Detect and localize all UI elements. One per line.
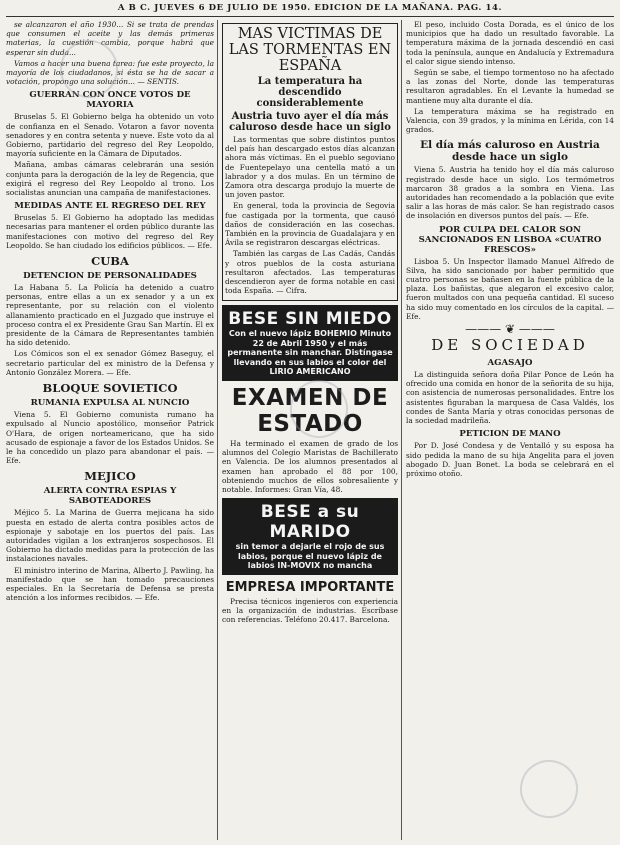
article-text: Viena 5. Austria ha tenido hoy el día más caluroso registrado desde hace un siglo. Los termómetros marcaron 38 grados a la sombra en Viena. Las autoridades han recomendado a la población que evite salir a las horas de más calor. Se han registrado casos de insolación en diversos puntos del país. — Efe. bbox=[406, 165, 614, 221]
article-text: Mañana, ambas cámaras celebrarán una sesión conjunta para la derogación de la ley de Regencia, que exigirá el regreso del Rey Leopoldo al trono. Los socialistas anuncian una campaña de manifestaciones. bbox=[6, 160, 214, 198]
article-text: Bruselas 5. El Gobierno belga ha obtenido un voto de confianza en el Senado. Votaron a favor noventa senadores y en contra setenta y nueve. Este voto da al Gobierno, partidario del regreso del Rey Leopoldo, mayoría suficiente en la Cámara de Diputados. bbox=[6, 112, 214, 159]
article-text: La distinguida señora doña Pilar Ponce de León ha ofrecido una comida en honor de la señorita de su hija, con asistencia de numerosas personalidades. Entre los asistentes figuraban la marquesa de Casa Valdés, los condes de Santa María y otras conocidas personas de la sociedad madrileña. bbox=[406, 370, 614, 426]
article-text: Vamos a hacer una buena tarea: fue este proyecto, la mayoría de los ciudadanos, si ésta se ha de sacar a votación, propongo una solución... — SENTIS. bbox=[6, 58, 214, 87]
ornament-divider-icon: ——— ❦ ——— bbox=[465, 322, 555, 337]
article-text: se alcanzaron el año 1930... Si se trata de prendas que consumen el aceite y las demás primeras materias, la cuestión cambia, porque habrá que esperar sin duda... bbox=[6, 20, 214, 57]
article-text: Lisboa 5. Un Inspector llamado Manuel Alfredo de Silva, ha sido sancionado por haber permitido que cuatro personas se bañasen en la fuente pública de la plaza. Los bañistas, que alegaron el excesivo calor, fueron multados con una pequeña cantidad. El suceso ha sido muy comentado en los círculos de la capital. — Efe. bbox=[406, 256, 614, 321]
article-text: La temperatura máxima se ha registrado en Valencia, con 39 grados, y la mínima en Lérida, con 14 grados. bbox=[406, 106, 614, 135]
subheadline-cuba: DETENCION DE PERSONALIDADES bbox=[23, 271, 197, 282]
subheadline-rumania: RUMANIA EXPULSA AL NUNCIO bbox=[30, 398, 190, 409]
headline-austria-heat: El día más caluroso en Austria desde hace un siglo bbox=[420, 139, 600, 164]
advert-body: Con el nuevo lápiz BOHEMIO Minuto 22 de Abril 1950 y el más permanente sin manchar. Distíngase llevando en sus labios el color del LIRIO AMERICANO bbox=[227, 329, 393, 377]
subheadline-austria: Austria tuvo ayer el día más caluroso desde hace un siglo bbox=[229, 111, 391, 133]
column-rule-left bbox=[217, 20, 218, 840]
headline-soviet-bloc: BLOQUE SOVIETICO bbox=[42, 381, 178, 396]
subheadline-temperature: La temperatura ha descendido considerablemente bbox=[256, 76, 364, 109]
article-text: También las cargas de Las Cadás, Candás y otros pueblos de la costa asturiana resultaron afectados. Las temperaturas descendieron ayer de forma notable en casi toda España. — Cifra. bbox=[225, 249, 395, 296]
article-text: El ministro interino de Marina, Alberto J. Pawling, ha manifestado que se han tomado precauciones especiales. En la Secretaría de Defensa se presta atención a los informes recibidos. — Efe. bbox=[6, 565, 214, 603]
advert-title: BESE a su MARIDO bbox=[260, 502, 360, 543]
headline-engagement: PETICION DE MANO bbox=[459, 429, 561, 440]
headline-king-return: MEDIDAS ANTE EL REGRESO DEL REY bbox=[14, 201, 206, 212]
advert-lipstick bbox=[222, 305, 398, 381]
headline-cuba: CUBA bbox=[91, 254, 129, 269]
headline-mexico: MEJICO bbox=[84, 469, 136, 484]
article-text: Las tormentas que sobre distintos puntos del país han descargado estos días alcanzan ahora más víctimas. En el pueblo segoviano de Fuentepelayo una centella mató a un labrador y a dos mulas. En un término de Zamora otra descarga produjo la muerte de un joven pastor. bbox=[225, 135, 395, 200]
article-text: Méjico 5. La Marina de Guerra mejicana ha sido puesta en estado de alerta contra posibles actos de espionaje y sabotaje en los puertos del país. Las autoridades vigilan a los extranjeros sospechosos. El Gobierno ha dictado medidas para la protección de las instalaciones navales. bbox=[6, 508, 214, 564]
article-text: Los Cómicos son el ex senador Gómez Baseguy, el secretario particular del ex ministro de la Defensa y Antonio González Morera. — Efe. bbox=[6, 349, 214, 377]
article-text: Viena 5. El Gobierno comunista rumano ha expulsado al Nuncio apostólico, monseñor Patrick O'Hara, de origen norteamericano, que ha sido acusado de espionaje a favor de los Estados Unidos. Se le ha concedido un plazo para abandonar el país. — Efe. bbox=[6, 410, 214, 466]
storm-article-box bbox=[222, 23, 398, 301]
advert-inmovix bbox=[222, 498, 398, 575]
article-text: Bruselas 5. El Gobierno ha adoptado las medidas necesarias para mantener el orden público durante las manifestaciones con motivo del regreso del Rey Leopoldo. Se han ciudado los edificios públicos. — Efe. bbox=[6, 213, 214, 250]
article-text: Por D. José Condesa y de Ventalló y su esposa ha sido pedida la mano de su hija Angelita para el joven abogado D. Juan Bonet. La boda se celebrará en el próximo otoño. bbox=[406, 441, 614, 478]
headline-company: EMPRESA IMPORTANTE bbox=[225, 579, 395, 595]
article-text: El peso, incluido Costa Dorada, es el único de los municipios que ha dado un resultado favorable. La temperatura máxima de la jornada descendió en casi toda la península, aunque en Andalucía y Extremadura el calor sigue siendo intenso. bbox=[406, 20, 614, 66]
column-left bbox=[6, 20, 214, 840]
column-rule-right bbox=[401, 20, 402, 840]
article-text: Ha terminado el examen de grado de los alumnos del Colegio Maristas de Bachillerato en Valencia. De los alumnos presentados al examen han aprobado el 88 por 100, obteniendo muchos de ellos sobresaliente y notable. Informes: Gran Vía, 48. bbox=[222, 438, 398, 494]
headline-lisbon: POR CULPA DEL CALOR SON SANCIONADOS EN LISBOA «CUATRO FRESCOS» bbox=[418, 224, 602, 255]
article-text: La Habana 5. La Policía ha detenido a cuatro personas, entre ellas a un ex senador y a un ex representante, por su relación con el violento allanamiento practicado en el Juzgado que instruye el proceso contra el ex Presidente Grau San Martín. El ex presidente de la Cámara de Representantes también ha sido detenido. bbox=[6, 283, 214, 348]
headline-state-exam: EXAMEN DE ESTADO bbox=[231, 384, 389, 437]
article-text: Según se sabe, el tiempo tormentoso no ha afectado a las zonas del Norte, donde las temperaturas resultaron agradables. En el Levante la humedad se mantiene muy alta durante el día. bbox=[406, 68, 614, 105]
page-header: A B C. JUEVES 6 DE JULIO DE 1950. EDICION DE LA MAÑANA. PAG. 14. bbox=[6, 3, 614, 17]
advert-title: BESE SIN MIEDO bbox=[228, 309, 392, 330]
subheadline-mexico: ALERTA CONTRA ESPIAS Y SABOTEADORES bbox=[43, 486, 177, 507]
headline-storms: MAS VICTIMAS DE LAS TORMENTAS EN ESPAÑA bbox=[228, 26, 392, 74]
section-title-society: DE SOCIEDAD bbox=[431, 336, 589, 355]
article-text: En general, toda la provincia de Segovia fue castigada por la tormenta, que causó daños de consideración en las cosechas. También en la provincia de Guadalajara y en Ávila se registraron descargas eléctricas. bbox=[225, 201, 395, 248]
subheadline-agasajo: AGASAJO bbox=[487, 358, 533, 369]
advert-body: sin temor a dejarle el rojo de sus labios, porque el nuevo lápiz de labios IN-MOVIX no mancha bbox=[235, 542, 385, 571]
column-right bbox=[406, 20, 614, 840]
article-text: Precisa técnicos ingenieros con experiencia en la organización de industrias. Escríbase con referencias. Teléfono 20.417. Barcelona. bbox=[222, 596, 398, 625]
headline-belgium-vote: GUERRAN CON ONCE VOTOS DE MAYORIA bbox=[29, 90, 191, 111]
